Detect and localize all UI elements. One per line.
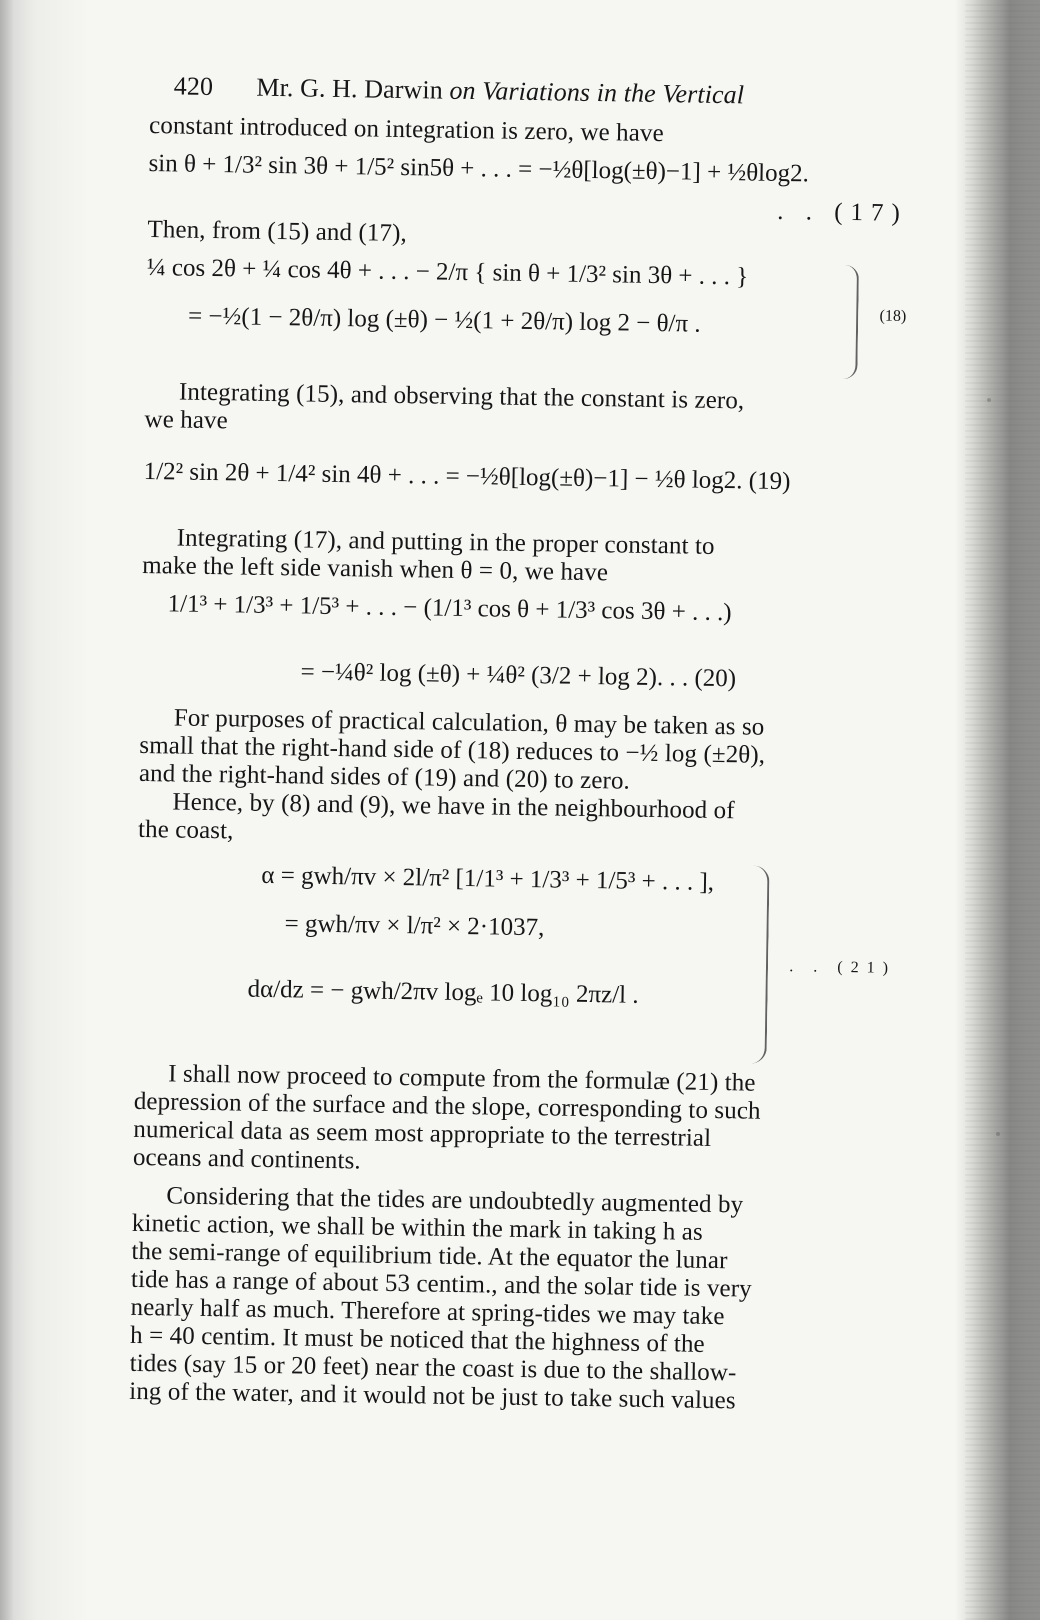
text-line-tide-range: tide has a range of about 53 centim., and the solar tide is very: [130, 1265, 752, 1303]
equation-18-block: [145, 254, 907, 380]
text-line-numerical-data: numerical data as seem most appropriate to the terrestrial: [133, 1115, 712, 1152]
scan-speck: [996, 1132, 1000, 1136]
author-name: Mr. G. H. Darwin: [256, 72, 444, 105]
text-line-oceans: oceans and continents.: [132, 1143, 361, 1175]
running-title: on Variations in the Vertical: [449, 75, 745, 110]
equation-21-label: . . (21): [789, 958, 897, 977]
text-line-semi-range: the semi-range of equilibrium tide. At the equator the lunar: [131, 1237, 728, 1275]
text-line-small-right-hand-side: small that the right-hand side of (18) reduces to −½ log (±2θ),: [139, 731, 766, 769]
equation-17: [148, 150, 909, 228]
text-line-half-as-much: nearly half as much. Therefore at spring-tides we may take: [130, 1293, 725, 1331]
equation-21-line-1: α = gwh/πv × 2l/π² [1/1³ + 1/3³ + 1/5³ + . . . ],: [261, 861, 715, 896]
equation-21-line-2: = gwh/πv × l/π² × 2·1037,: [284, 910, 545, 942]
text-line-h-40: h = 40 centim. It must be noticed that the highness of the: [129, 1321, 705, 1358]
page-number: 420: [173, 71, 214, 101]
text-line-right-hand-sides: and the right-hand sides of (19) and (20) to zero.: [138, 759, 631, 795]
equation-20-line-2: = −¼θ² log (±θ) + ¼θ² (3/2 + log 2). . . (20): [300, 658, 737, 693]
text-line-considering: Considering that the tides are undoubtedly augmented by: [166, 1182, 744, 1219]
equation-17-label: . . (17): [777, 197, 909, 227]
page-text: [129, 72, 910, 1418]
text-line-the-coast: the coast,: [137, 815, 234, 845]
book-gutter: [965, 0, 1040, 1620]
text-line-make-left-side: make the left side vanish when θ = 0, we have: [142, 551, 609, 587]
equation-18-line-2: = −½(1 − 2θ/π) log (±θ) − ½(1 + 2θ/π) log 2 − θ/π .: [187, 302, 701, 338]
scan-speck: [987, 398, 991, 402]
equation-21-block: [135, 860, 898, 1062]
equation-19: 1/2² sin 2θ + 1/4² sin 4θ + . . . = −½θ[log(±θ)−1] − ½θ log2. (19): [143, 457, 791, 496]
text-line-integrating-15: Integrating (15), and observing that the constant is zero,: [178, 378, 745, 415]
equation-21-line-3: dα/dz = − gwh/2πv logₑ 10 log₁₀ 2πz/l .: [247, 975, 639, 1009]
equation-18-line-1: ¼ cos 2θ + ¼ cos 4θ + . . . − 2/π { sin θ + 1/3² sin 3θ + . . . }: [146, 253, 749, 291]
text-line-integrating-17: Integrating (17), and putting in the proper constant to: [176, 524, 715, 560]
text-line-then: Then, from (15) and (17),: [147, 215, 408, 248]
equation-18-brace: [835, 265, 859, 379]
text-line-1: constant introduced on integration is zero, we have: [148, 111, 664, 148]
text-line-compute: I shall now proceed to compute from the formulæ (21) the: [168, 1060, 756, 1097]
equation-21-brace: [746, 866, 769, 1064]
equation-17-body: sin θ + 1/3² sin 3θ + 1/5² sin5θ + . . . = −½θ[log(±θ)−1] + ½θlog2.: [148, 149, 810, 188]
equation-20-line-1: 1/1³ + 1/3³ + 1/5³ + . . . − (1/1³ cos θ + 1/3³ cos 3θ + . . .): [167, 590, 732, 627]
text-line-kinetic-action: kinetic action, we shall be within the mark in taking h as: [131, 1209, 703, 1246]
text-line-we-have-1: we have: [144, 405, 229, 435]
text-line-practical-calculation: For purposes of practical calculation, θ may be taken as so: [173, 704, 765, 741]
text-line-depression: depression of the surface and the slope, corresponding to such: [133, 1087, 761, 1125]
left-page-shadow: [0, 0, 28, 1620]
text-line-tides: tides (say 15 or 20 feet) near the coast is due to the shallow-: [129, 1349, 737, 1387]
text-line-hence: Hence, by (8) and (9), we have in the neighbourhood of: [172, 788, 735, 825]
equation-18-label: (18): [879, 307, 907, 325]
text-line-last: ing of the water, and it would not be just to take such values: [129, 1377, 736, 1415]
